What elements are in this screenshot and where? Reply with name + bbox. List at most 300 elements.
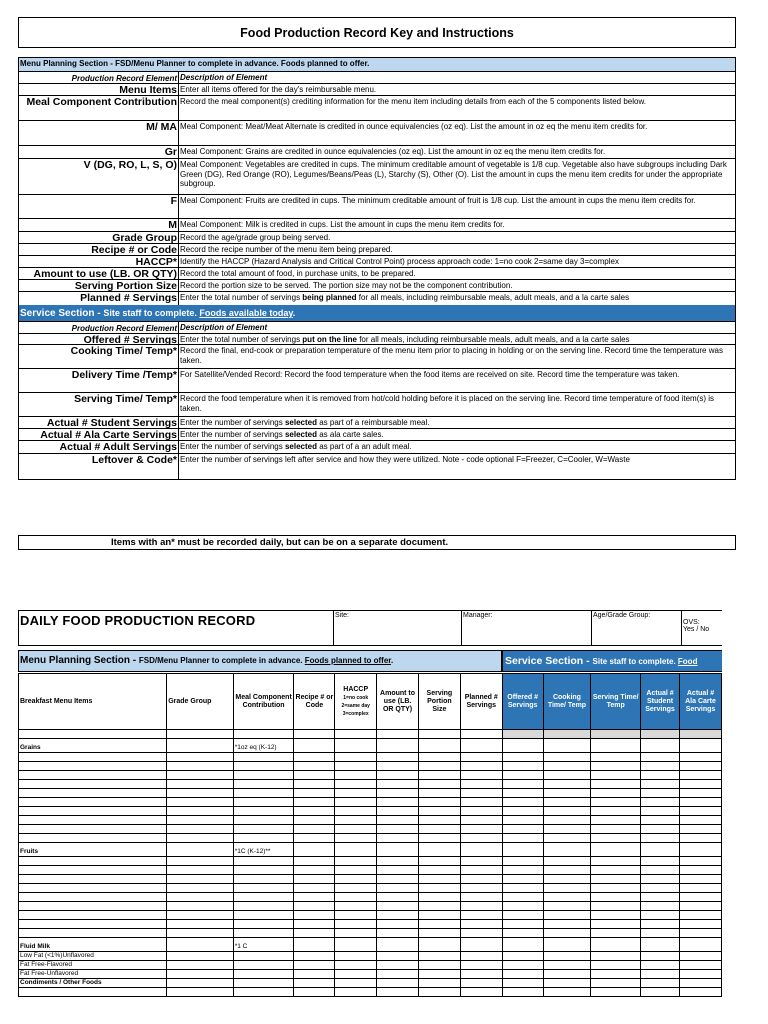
- table-cell[interactable]: [233, 929, 294, 938]
- table-cell[interactable]: [19, 798, 167, 807]
- table-cell[interactable]: [502, 911, 543, 920]
- table-cell[interactable]: [680, 843, 722, 857]
- table-cell[interactable]: [377, 920, 419, 929]
- table-cell[interactable]: [335, 929, 377, 938]
- table-cell[interactable]: [680, 730, 722, 739]
- table-cell[interactable]: [543, 753, 591, 762]
- table-cell[interactable]: [460, 834, 502, 843]
- table-cell[interactable]: [418, 938, 460, 952]
- table-cell[interactable]: [233, 979, 294, 988]
- table-cell[interactable]: [19, 911, 167, 920]
- table-cell[interactable]: [233, 875, 294, 884]
- table-cell[interactable]: [460, 920, 502, 929]
- table-cell[interactable]: [294, 952, 335, 961]
- table-cell[interactable]: [641, 780, 680, 789]
- table-cell[interactable]: [502, 979, 543, 988]
- table-cell[interactable]: [167, 884, 233, 893]
- table-cell[interactable]: [543, 911, 591, 920]
- table-cell[interactable]: [502, 834, 543, 843]
- table-cell[interactable]: [680, 807, 722, 816]
- table-cell[interactable]: [591, 825, 641, 834]
- table-cell[interactable]: [418, 893, 460, 902]
- table-cell[interactable]: [19, 834, 167, 843]
- table-cell[interactable]: [377, 884, 419, 893]
- table-cell[interactable]: [335, 834, 377, 843]
- table-cell[interactable]: [680, 902, 722, 911]
- table-cell[interactable]: [377, 798, 419, 807]
- table-cell[interactable]: [543, 929, 591, 938]
- table-cell[interactable]: [680, 789, 722, 798]
- table-cell[interactable]: [335, 902, 377, 911]
- table-cell[interactable]: [233, 970, 294, 979]
- table-cell[interactable]: [377, 753, 419, 762]
- table-cell[interactable]: [418, 843, 460, 857]
- table-cell[interactable]: [502, 902, 543, 911]
- table-cell[interactable]: [233, 798, 294, 807]
- table-cell[interactable]: [418, 771, 460, 780]
- table-cell[interactable]: [233, 730, 294, 739]
- table-cell[interactable]: [167, 938, 233, 952]
- table-cell[interactable]: [377, 866, 419, 875]
- table-cell[interactable]: [377, 807, 419, 816]
- table-cell[interactable]: [294, 807, 335, 816]
- table-cell[interactable]: [591, 789, 641, 798]
- table-cell[interactable]: [19, 902, 167, 911]
- table-cell[interactable]: [591, 893, 641, 902]
- table-cell[interactable]: [543, 920, 591, 929]
- table-cell[interactable]: [377, 780, 419, 789]
- table-cell[interactable]: [502, 884, 543, 893]
- table-cell[interactable]: [418, 816, 460, 825]
- table-cell[interactable]: [641, 825, 680, 834]
- group-milk[interactable]: Fluid Milk: [19, 938, 167, 952]
- table-cell[interactable]: [167, 952, 233, 961]
- table-cell[interactable]: [294, 988, 335, 997]
- table-cell[interactable]: [641, 789, 680, 798]
- group-condiments[interactable]: Condiments / Other Foods: [19, 979, 167, 988]
- milk-option[interactable]: Fat Free-Flavored: [19, 961, 167, 970]
- table-cell[interactable]: [680, 929, 722, 938]
- table-cell[interactable]: [543, 893, 591, 902]
- table-cell[interactable]: [418, 730, 460, 739]
- table-cell[interactable]: [335, 893, 377, 902]
- table-cell[interactable]: [294, 866, 335, 875]
- table-cell[interactable]: [167, 834, 233, 843]
- table-cell[interactable]: [641, 753, 680, 762]
- table-cell[interactable]: [641, 771, 680, 780]
- table-cell[interactable]: [502, 929, 543, 938]
- table-cell[interactable]: [543, 979, 591, 988]
- table-cell[interactable]: [502, 730, 543, 739]
- table-cell[interactable]: [680, 834, 722, 843]
- table-cell[interactable]: [641, 730, 680, 739]
- table-cell[interactable]: [294, 834, 335, 843]
- table-cell[interactable]: [460, 961, 502, 970]
- table-cell[interactable]: [233, 893, 294, 902]
- table-cell[interactable]: [377, 929, 419, 938]
- table-cell[interactable]: [377, 789, 419, 798]
- table-cell[interactable]: [167, 753, 233, 762]
- table-cell[interactable]: [418, 961, 460, 970]
- table-cell[interactable]: [294, 902, 335, 911]
- table-cell[interactable]: [167, 789, 233, 798]
- table-cell[interactable]: [591, 938, 641, 952]
- table-cell[interactable]: [641, 979, 680, 988]
- table-cell[interactable]: [460, 730, 502, 739]
- table-cell[interactable]: [19, 866, 167, 875]
- table-cell[interactable]: [19, 988, 167, 997]
- table-cell[interactable]: [294, 884, 335, 893]
- table-cell[interactable]: [680, 920, 722, 929]
- milk-option[interactable]: Low Fat (<1%)Unflavored: [19, 952, 167, 961]
- table-cell[interactable]: [418, 807, 460, 816]
- table-cell[interactable]: [335, 780, 377, 789]
- table-cell[interactable]: [294, 961, 335, 970]
- table-cell[interactable]: [418, 979, 460, 988]
- table-cell[interactable]: [543, 771, 591, 780]
- table-cell[interactable]: [294, 816, 335, 825]
- table-cell[interactable]: [167, 902, 233, 911]
- table-cell[interactable]: [294, 771, 335, 780]
- table-cell[interactable]: [543, 762, 591, 771]
- table-cell[interactable]: [167, 920, 233, 929]
- table-cell[interactable]: [335, 857, 377, 866]
- table-cell[interactable]: [377, 893, 419, 902]
- table-cell[interactable]: [591, 730, 641, 739]
- table-cell[interactable]: [641, 884, 680, 893]
- table-cell[interactable]: [460, 739, 502, 753]
- table-cell[interactable]: [591, 902, 641, 911]
- table-cell[interactable]: [19, 762, 167, 771]
- table-cell[interactable]: [641, 762, 680, 771]
- table-cell[interactable]: [641, 807, 680, 816]
- table-cell[interactable]: [591, 807, 641, 816]
- table-cell[interactable]: [418, 902, 460, 911]
- table-cell[interactable]: [460, 929, 502, 938]
- table-cell[interactable]: [502, 739, 543, 753]
- table-cell[interactable]: [680, 952, 722, 961]
- table-cell[interactable]: [294, 789, 335, 798]
- milk-option[interactable]: Fat Free-Unflavored: [19, 970, 167, 979]
- table-cell[interactable]: [591, 961, 641, 970]
- group-grains[interactable]: Grains: [19, 739, 167, 753]
- table-cell[interactable]: [502, 843, 543, 857]
- table-cell[interactable]: [641, 834, 680, 843]
- table-cell[interactable]: [591, 843, 641, 857]
- table-cell[interactable]: [641, 857, 680, 866]
- table-cell[interactable]: [543, 798, 591, 807]
- table-cell[interactable]: [377, 911, 419, 920]
- grains-component[interactable]: *1oz eq (K-12): [233, 739, 294, 753]
- table-cell[interactable]: [460, 807, 502, 816]
- table-cell[interactable]: [335, 952, 377, 961]
- table-cell[interactable]: [418, 920, 460, 929]
- table-cell[interactable]: [167, 988, 233, 997]
- table-cell[interactable]: [680, 893, 722, 902]
- table-cell[interactable]: [460, 825, 502, 834]
- table-cell[interactable]: [460, 988, 502, 997]
- table-cell[interactable]: [543, 730, 591, 739]
- age-grade-field[interactable]: [592, 611, 682, 645]
- table-cell[interactable]: [167, 893, 233, 902]
- table-cell[interactable]: [233, 884, 294, 893]
- table-cell[interactable]: [167, 961, 233, 970]
- table-cell[interactable]: [294, 875, 335, 884]
- table-cell[interactable]: [502, 753, 543, 762]
- table-cell[interactable]: [19, 730, 167, 739]
- table-cell[interactable]: [233, 825, 294, 834]
- table-cell[interactable]: [233, 789, 294, 798]
- table-cell[interactable]: [19, 771, 167, 780]
- table-cell[interactable]: [641, 952, 680, 961]
- table-cell[interactable]: [167, 979, 233, 988]
- table-cell[interactable]: [591, 920, 641, 929]
- table-cell[interactable]: [591, 884, 641, 893]
- table-cell[interactable]: [680, 825, 722, 834]
- table-cell[interactable]: [233, 902, 294, 911]
- table-cell[interactable]: [680, 866, 722, 875]
- table-cell[interactable]: [294, 739, 335, 753]
- table-cell[interactable]: [641, 816, 680, 825]
- table-cell[interactable]: [680, 988, 722, 997]
- table-cell[interactable]: [502, 825, 543, 834]
- table-cell[interactable]: [335, 988, 377, 997]
- table-cell[interactable]: [377, 843, 419, 857]
- table-cell[interactable]: [167, 970, 233, 979]
- table-cell[interactable]: [19, 816, 167, 825]
- table-cell[interactable]: [502, 798, 543, 807]
- table-cell[interactable]: [335, 970, 377, 979]
- table-cell[interactable]: [502, 762, 543, 771]
- table-cell[interactable]: [418, 884, 460, 893]
- fruits-component[interactable]: *1C (K-12)**: [233, 843, 294, 857]
- group-fruits[interactable]: Fruits: [19, 843, 167, 857]
- table-cell[interactable]: [680, 753, 722, 762]
- table-cell[interactable]: [377, 739, 419, 753]
- table-cell[interactable]: [335, 866, 377, 875]
- table-cell[interactable]: [335, 730, 377, 739]
- table-cell[interactable]: [377, 762, 419, 771]
- table-cell[interactable]: [335, 753, 377, 762]
- table-cell[interactable]: [167, 798, 233, 807]
- table-cell[interactable]: [294, 857, 335, 866]
- table-cell[interactable]: [460, 938, 502, 952]
- table-cell[interactable]: [460, 798, 502, 807]
- table-cell[interactable]: [591, 952, 641, 961]
- table-cell[interactable]: [460, 762, 502, 771]
- table-cell[interactable]: [335, 739, 377, 753]
- table-cell[interactable]: [641, 911, 680, 920]
- table-cell[interactable]: [377, 961, 419, 970]
- table-cell[interactable]: [502, 970, 543, 979]
- table-cell[interactable]: [591, 753, 641, 762]
- table-cell[interactable]: [460, 843, 502, 857]
- table-cell[interactable]: [19, 780, 167, 789]
- table-cell[interactable]: [502, 866, 543, 875]
- table-cell[interactable]: [460, 771, 502, 780]
- table-cell[interactable]: [377, 952, 419, 961]
- table-cell[interactable]: [294, 920, 335, 929]
- table-cell[interactable]: [167, 929, 233, 938]
- table-cell[interactable]: [335, 816, 377, 825]
- table-cell[interactable]: [377, 825, 419, 834]
- table-cell[interactable]: [294, 970, 335, 979]
- table-cell[interactable]: [543, 825, 591, 834]
- table-cell[interactable]: [543, 866, 591, 875]
- table-cell[interactable]: [233, 771, 294, 780]
- table-cell[interactable]: [591, 771, 641, 780]
- table-cell[interactable]: [641, 961, 680, 970]
- table-cell[interactable]: [19, 857, 167, 866]
- table-cell[interactable]: [335, 884, 377, 893]
- table-cell[interactable]: [460, 789, 502, 798]
- table-cell[interactable]: [233, 952, 294, 961]
- table-cell[interactable]: [591, 970, 641, 979]
- table-cell[interactable]: [460, 753, 502, 762]
- table-cell[interactable]: [335, 875, 377, 884]
- table-cell[interactable]: [167, 739, 233, 753]
- table-cell[interactable]: [591, 816, 641, 825]
- table-cell[interactable]: [19, 893, 167, 902]
- table-cell[interactable]: [335, 825, 377, 834]
- table-cell[interactable]: [680, 979, 722, 988]
- table-cell[interactable]: [335, 938, 377, 952]
- table-cell[interactable]: [641, 902, 680, 911]
- table-cell[interactable]: [641, 739, 680, 753]
- table-cell[interactable]: [233, 753, 294, 762]
- table-cell[interactable]: [418, 875, 460, 884]
- table-cell[interactable]: [167, 762, 233, 771]
- table-cell[interactable]: [543, 875, 591, 884]
- table-cell[interactable]: [294, 938, 335, 952]
- table-cell[interactable]: [591, 762, 641, 771]
- table-cell[interactable]: [335, 771, 377, 780]
- table-cell[interactable]: [680, 911, 722, 920]
- table-cell[interactable]: [418, 929, 460, 938]
- table-cell[interactable]: [233, 911, 294, 920]
- table-cell[interactable]: [335, 911, 377, 920]
- table-cell[interactable]: [591, 979, 641, 988]
- table-cell[interactable]: [418, 988, 460, 997]
- table-cell[interactable]: [335, 807, 377, 816]
- table-cell[interactable]: [167, 771, 233, 780]
- table-cell[interactable]: [502, 938, 543, 952]
- table-cell[interactable]: [167, 843, 233, 857]
- table-cell[interactable]: [680, 970, 722, 979]
- table-cell[interactable]: [460, 911, 502, 920]
- table-cell[interactable]: [167, 730, 233, 739]
- table-cell[interactable]: [418, 780, 460, 789]
- table-cell[interactable]: [680, 771, 722, 780]
- table-cell[interactable]: [418, 970, 460, 979]
- table-cell[interactable]: [680, 816, 722, 825]
- table-cell[interactable]: [233, 961, 294, 970]
- table-cell[interactable]: [641, 988, 680, 997]
- table-cell[interactable]: [335, 843, 377, 857]
- table-cell[interactable]: [543, 807, 591, 816]
- table-cell[interactable]: [591, 798, 641, 807]
- table-cell[interactable]: [680, 780, 722, 789]
- table-cell[interactable]: [680, 762, 722, 771]
- table-cell[interactable]: [294, 911, 335, 920]
- milk-component[interactable]: *1 C: [233, 938, 294, 952]
- table-cell[interactable]: [641, 938, 680, 952]
- table-cell[interactable]: [335, 920, 377, 929]
- table-cell[interactable]: [460, 857, 502, 866]
- table-cell[interactable]: [641, 866, 680, 875]
- table-cell[interactable]: [418, 753, 460, 762]
- table-cell[interactable]: [294, 753, 335, 762]
- table-cell[interactable]: [418, 952, 460, 961]
- table-cell[interactable]: [543, 970, 591, 979]
- table-cell[interactable]: [167, 866, 233, 875]
- table-cell[interactable]: [294, 762, 335, 771]
- table-cell[interactable]: [543, 938, 591, 952]
- table-cell[interactable]: [377, 857, 419, 866]
- table-cell[interactable]: [377, 730, 419, 739]
- table-cell[interactable]: [19, 789, 167, 798]
- table-cell[interactable]: [377, 970, 419, 979]
- table-cell[interactable]: [543, 789, 591, 798]
- table-cell[interactable]: [591, 988, 641, 997]
- table-cell[interactable]: [167, 857, 233, 866]
- table-cell[interactable]: [591, 911, 641, 920]
- table-cell[interactable]: [543, 843, 591, 857]
- table-cell[interactable]: [377, 816, 419, 825]
- manager-field[interactable]: [462, 611, 592, 645]
- table-cell[interactable]: [294, 825, 335, 834]
- table-cell[interactable]: [460, 875, 502, 884]
- table-cell[interactable]: [19, 875, 167, 884]
- table-cell[interactable]: [591, 866, 641, 875]
- table-cell[interactable]: [167, 816, 233, 825]
- table-cell[interactable]: [418, 834, 460, 843]
- table-cell[interactable]: [543, 902, 591, 911]
- table-cell[interactable]: [233, 780, 294, 789]
- table-cell[interactable]: [543, 961, 591, 970]
- table-cell[interactable]: [418, 798, 460, 807]
- table-cell[interactable]: [502, 816, 543, 825]
- table-cell[interactable]: [418, 911, 460, 920]
- table-cell[interactable]: [377, 771, 419, 780]
- table-cell[interactable]: [418, 825, 460, 834]
- table-cell[interactable]: [680, 884, 722, 893]
- table-cell[interactable]: [543, 988, 591, 997]
- table-cell[interactable]: [680, 798, 722, 807]
- table-cell[interactable]: [294, 979, 335, 988]
- table-cell[interactable]: [543, 884, 591, 893]
- table-cell[interactable]: [335, 961, 377, 970]
- table-cell[interactable]: [167, 875, 233, 884]
- table-cell[interactable]: [460, 902, 502, 911]
- table-cell[interactable]: [335, 789, 377, 798]
- table-cell[interactable]: [418, 739, 460, 753]
- table-cell[interactable]: [680, 857, 722, 866]
- table-cell[interactable]: [502, 780, 543, 789]
- table-cell[interactable]: [502, 961, 543, 970]
- table-cell[interactable]: [294, 798, 335, 807]
- table-cell[interactable]: [502, 807, 543, 816]
- table-cell[interactable]: [167, 825, 233, 834]
- table-cell[interactable]: [294, 780, 335, 789]
- table-cell[interactable]: [335, 798, 377, 807]
- table-cell[interactable]: [543, 952, 591, 961]
- table-cell[interactable]: [460, 979, 502, 988]
- table-cell[interactable]: [233, 866, 294, 875]
- table-cell[interactable]: [543, 780, 591, 789]
- table-cell[interactable]: [641, 920, 680, 929]
- table-cell[interactable]: [460, 780, 502, 789]
